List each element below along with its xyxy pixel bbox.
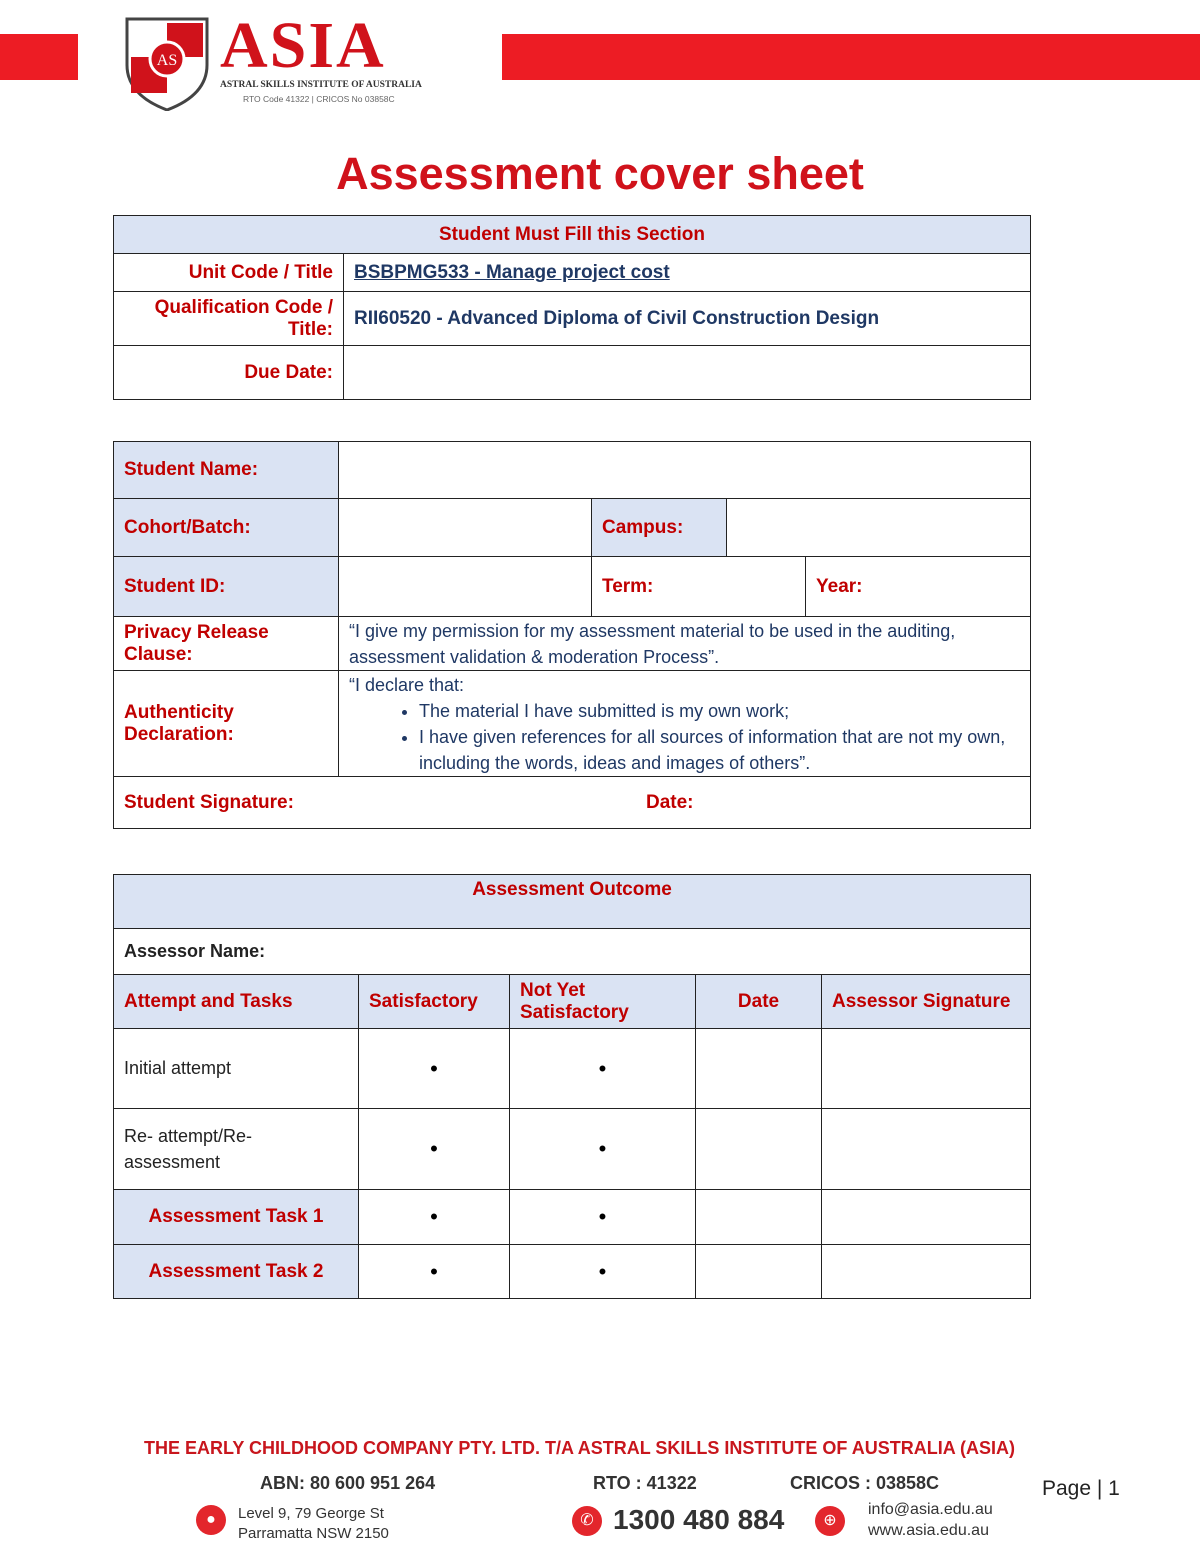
- logo-subtitle: ASTRAL SKILLS INSTITUTE OF AUSTRALIA: [220, 80, 422, 90]
- date-cell[interactable]: [696, 1190, 822, 1245]
- satisfactory-checkbox[interactable]: •: [359, 1245, 510, 1299]
- row-label: Initial attempt: [114, 1029, 359, 1109]
- col-assessor-signature: Assessor Signature: [822, 975, 1031, 1029]
- table-row: [114, 1190, 1031, 1245]
- footer-address: Level 9, 79 George St Parramatta NSW 2150: [238, 1505, 389, 1542]
- not-satisfactory-checkbox[interactable]: •: [510, 1190, 696, 1245]
- satisfactory-checkbox[interactable]: •: [359, 1109, 510, 1190]
- signature-cell[interactable]: [822, 1190, 1031, 1245]
- table-row: [114, 1245, 1031, 1299]
- signature-cell[interactable]: [822, 1029, 1031, 1109]
- due-date-label: Due Date:: [114, 346, 344, 400]
- page-title: Assessment cover sheet: [336, 148, 864, 199]
- col-attempt: Attempt and Tasks: [114, 975, 359, 1029]
- globe-icon: ⊕: [815, 1506, 845, 1536]
- logo-codes: RTO Code 41322 | CRICOS No 03858C: [243, 94, 395, 104]
- outcome-header: Assessment Outcome: [114, 875, 1031, 929]
- footer-phone[interactable]: 1300 480 884: [613, 1504, 785, 1535]
- col-satisfactory: Satisfactory: [359, 975, 510, 1029]
- footer-rto: RTO : 41322: [593, 1473, 697, 1493]
- assessor-name-label[interactable]: Assessor Name:: [114, 929, 1031, 975]
- satisfactory-checkbox[interactable]: •: [359, 1029, 510, 1109]
- qualification-label: Qualification Code / Title:: [114, 292, 344, 346]
- assessment-outcome-table: [113, 874, 1031, 1299]
- location-pin-icon: ●: [196, 1505, 226, 1535]
- row-label: Assessment Task 1: [114, 1190, 359, 1245]
- term-label[interactable]: Term:: [592, 557, 806, 617]
- authenticity-item: • The material I have submitted is my own work;: [419, 698, 1020, 724]
- asia-logo: [125, 9, 445, 115]
- signature-cell[interactable]: [822, 1245, 1031, 1299]
- authenticity-label: Authenticity Declaration:: [114, 671, 339, 777]
- row-label: Re- attempt/Re-assessment: [114, 1109, 359, 1190]
- page-number: Page | 1: [1042, 1477, 1120, 1500]
- cohort-label: Cohort/Batch:: [114, 499, 339, 557]
- svg-text:AS: AS: [156, 52, 178, 69]
- qualification-value: RII60520 - Advanced Diploma of Civil Construction Design: [344, 292, 1031, 346]
- footer-email[interactable]: info@asia.edu.au: [868, 1501, 993, 1518]
- footer-cricos: CRICOS : 03858C: [790, 1473, 940, 1493]
- footer-company: THE EARLY CHILDHOOD COMPANY PTY. LTD. T/A ASTRAL SKILLS INSTITUTE OF AUSTRALIA (ASIA): [144, 1438, 1016, 1458]
- privacy-label: Privacy Release Clause:: [114, 617, 339, 671]
- date-cell[interactable]: [696, 1109, 822, 1190]
- authenticity-intro: “I declare that:: [349, 674, 465, 695]
- student-name-label: Student Name:: [114, 442, 339, 499]
- student-id-field[interactable]: [339, 557, 592, 617]
- footer-abn: ABN: 80 600 951 264: [260, 1473, 436, 1493]
- col-not-yet-satisfactory: Not Yet Satisfactory: [510, 975, 696, 1029]
- year-label[interactable]: Year:: [806, 557, 1031, 617]
- table-row: [114, 1109, 1031, 1190]
- date-cell[interactable]: [696, 1029, 822, 1109]
- not-satisfactory-checkbox[interactable]: •: [510, 1109, 696, 1190]
- logo-wordmark: ASIA: [220, 9, 386, 82]
- satisfactory-checkbox[interactable]: •: [359, 1190, 510, 1245]
- student-name-field[interactable]: [339, 442, 1031, 499]
- privacy-text: “I give my permission for my assessment material to be used in the auditing, assessment validation & moderation Process”.: [339, 617, 1031, 671]
- red-header-bar-left: [0, 34, 78, 80]
- unit-code-link[interactable]: BSBPMG533 - Manage project cost: [354, 261, 670, 283]
- student-details-table: [113, 441, 1031, 829]
- not-satisfactory-checkbox[interactable]: •: [510, 1245, 696, 1299]
- due-date-field[interactable]: [344, 346, 1031, 400]
- not-satisfactory-checkbox[interactable]: •: [510, 1029, 696, 1109]
- signature-date-label: Date:: [646, 791, 694, 813]
- authenticity-item: • I have given references for all sources of information that are not my own, including the words, ideas and images of others”.: [419, 724, 1020, 776]
- campus-field[interactable]: [727, 499, 1031, 557]
- phone-icon: ✆: [572, 1506, 602, 1536]
- campus-label: Campus:: [592, 499, 727, 557]
- student-id-label: Student ID:: [114, 557, 339, 617]
- row-label: Assessment Task 2: [114, 1245, 359, 1299]
- student-section-table: [113, 215, 1031, 400]
- shield-crest-icon: [125, 15, 209, 111]
- footer-website[interactable]: www.asia.edu.au: [868, 1522, 989, 1539]
- unit-code-label: Unit Code / Title: [114, 254, 344, 292]
- date-cell[interactable]: [696, 1245, 822, 1299]
- section-header: Student Must Fill this Section: [114, 216, 1031, 254]
- red-header-bar-right: [502, 34, 1200, 80]
- cohort-field[interactable]: [339, 499, 592, 557]
- table-row: [114, 1029, 1031, 1109]
- student-signature-label: Student Signature:: [124, 791, 294, 813]
- col-date: Date: [696, 975, 822, 1029]
- signature-cell[interactable]: [822, 1109, 1031, 1190]
